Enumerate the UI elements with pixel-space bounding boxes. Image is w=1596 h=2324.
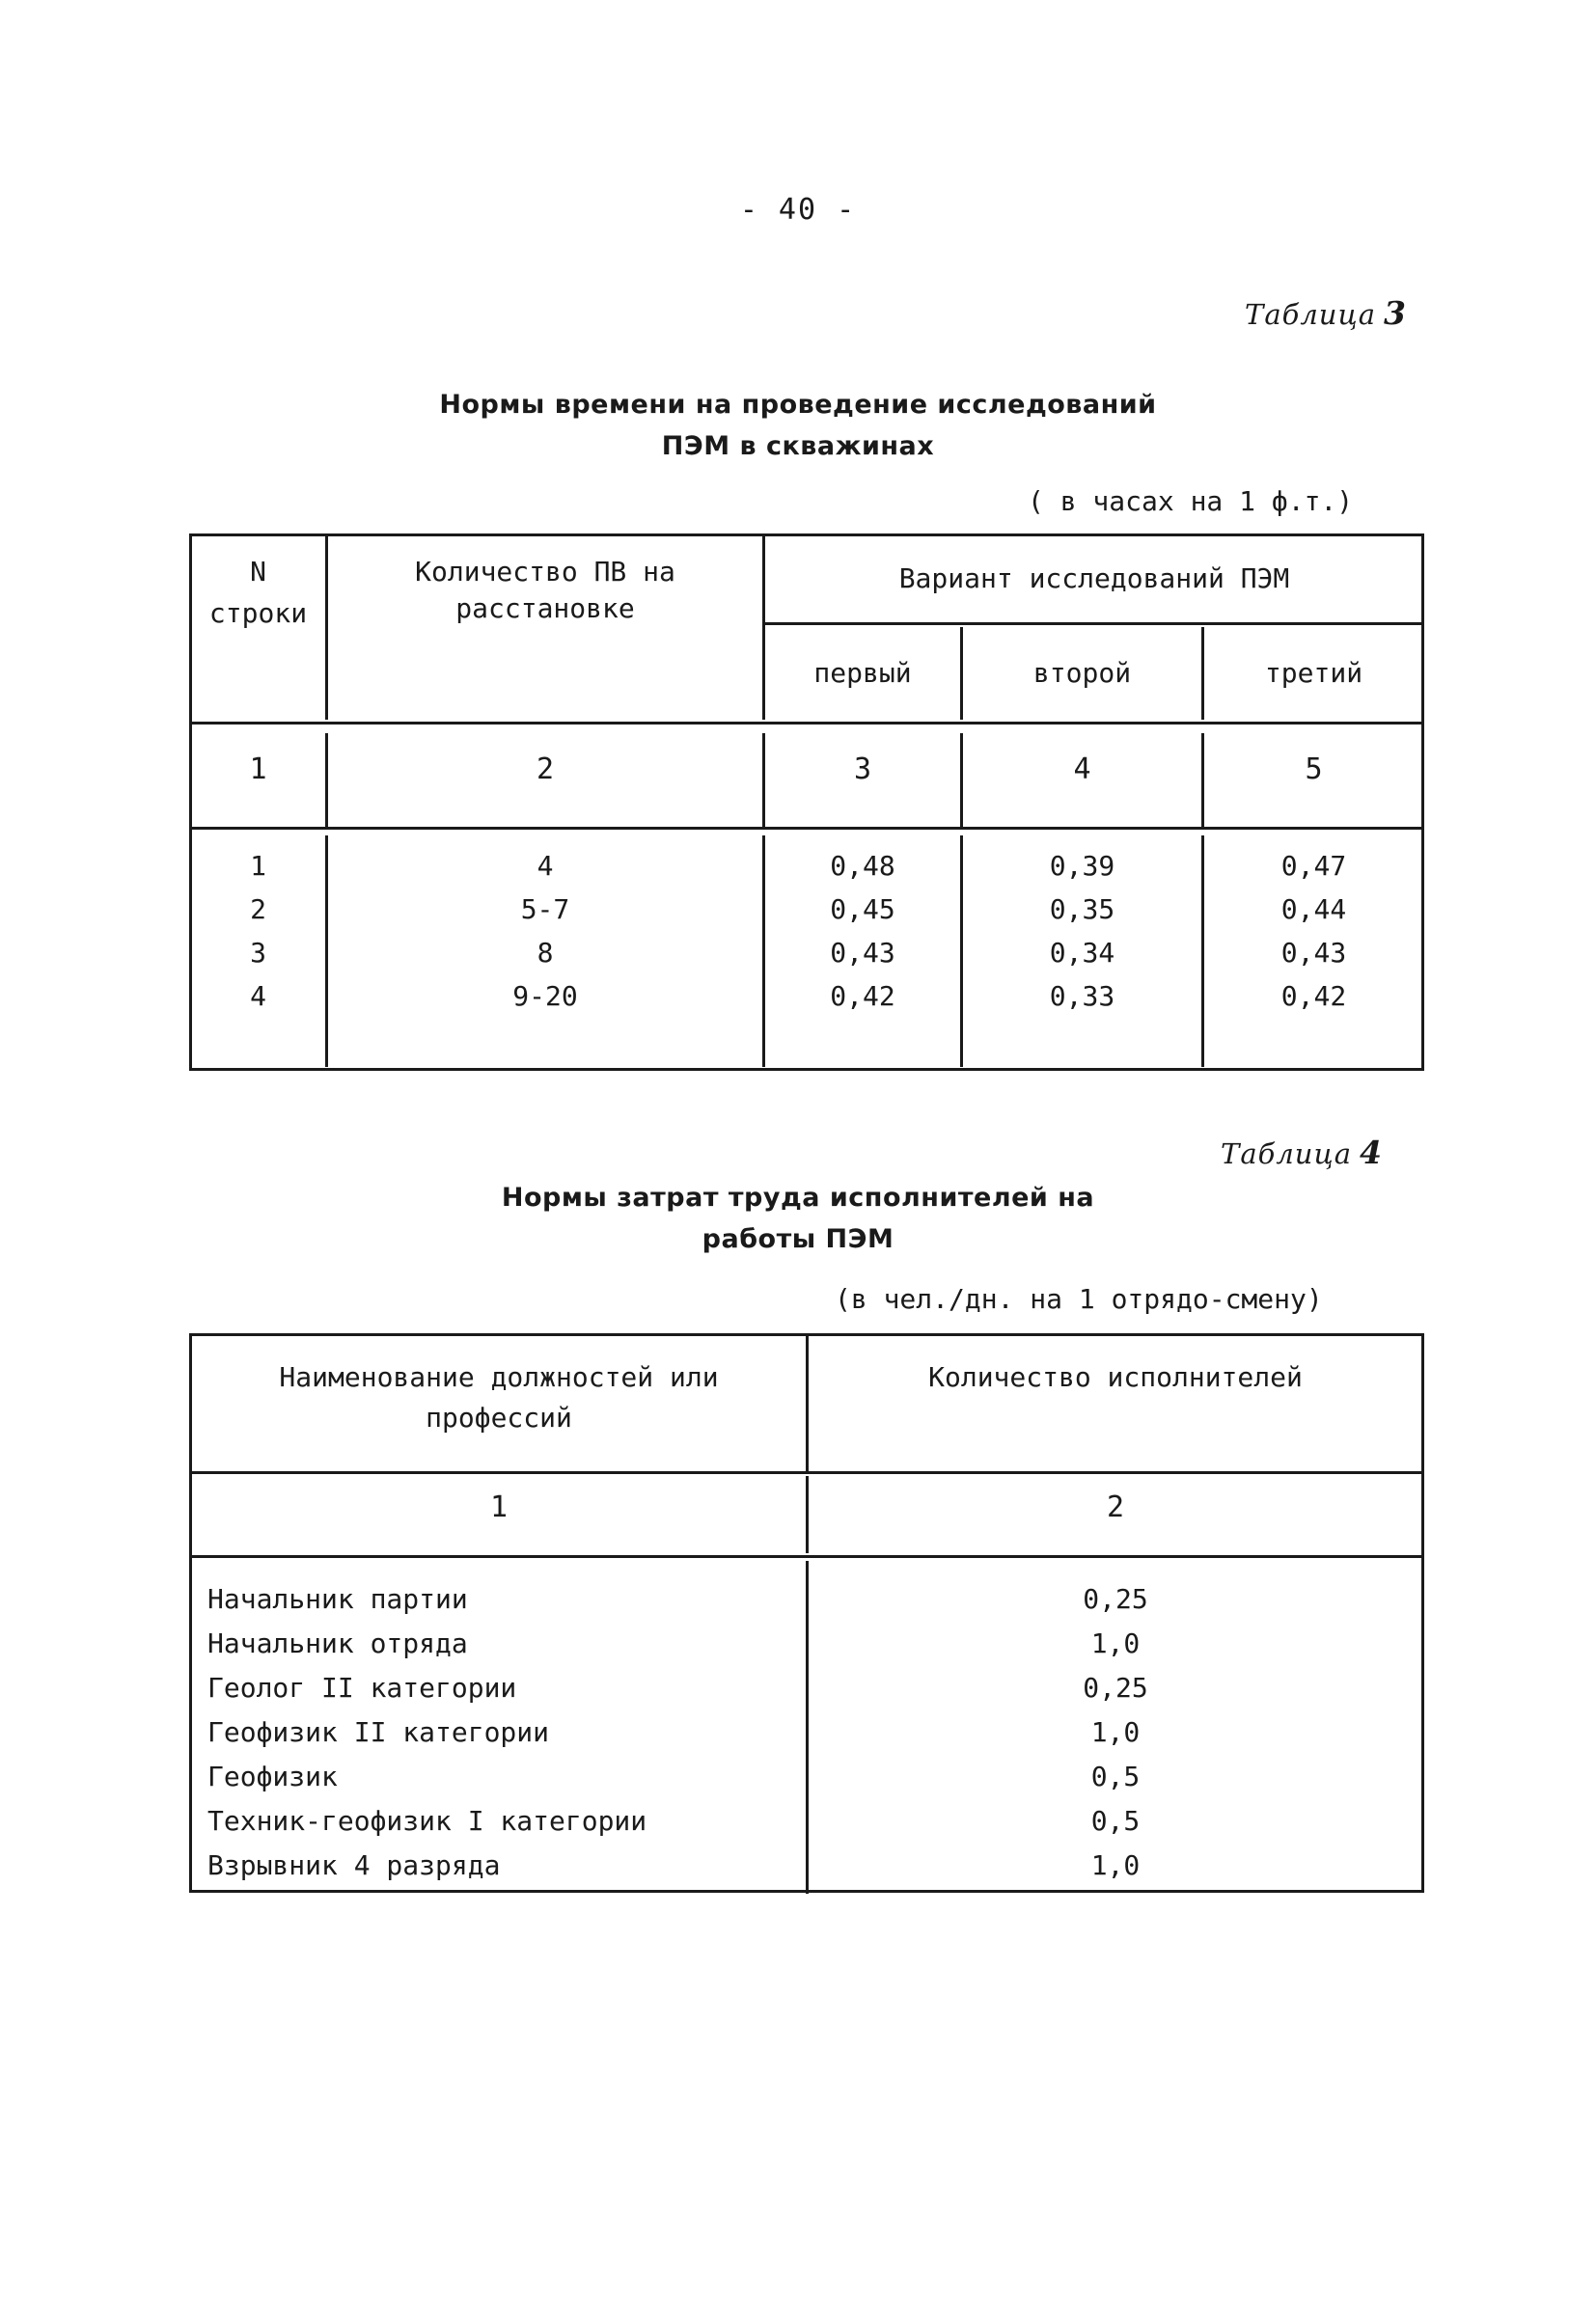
table3-units: ( в часах на 1 ф.т.) [1028, 485, 1354, 517]
table3-header-col3-group: Вариант исследований ПЭМ [898, 562, 1290, 594]
table3-row-v1: 0,48 [830, 850, 895, 882]
table4-colnum-1: 1 [489, 1490, 509, 1524]
table3-header-col3-sub1: первый [813, 657, 912, 689]
table3-row-n: 4 [250, 980, 266, 1012]
table4-row-value: 1,0 [1090, 1849, 1141, 1881]
table3-vline-2c [762, 835, 765, 1067]
table3-row-v3: 0,44 [1280, 893, 1347, 925]
table3-row-v3: 0,43 [1280, 937, 1347, 969]
table4-row-name: Геолог II категории [207, 1672, 517, 1704]
table4-vline-1 [806, 1336, 809, 1471]
table4-header-col2: Количество исполнителей [928, 1361, 1303, 1393]
table4-units: (в чел./дн. на 1 отрядо-смену) [835, 1283, 1323, 1315]
table3-vline-4c [1201, 835, 1204, 1067]
table3-header-col3-sub2: второй [1032, 657, 1132, 689]
table4-hline-header [189, 1471, 1424, 1474]
table3-vline-4b [1201, 733, 1204, 830]
table3-border-top [189, 533, 1424, 536]
table4-row-value: 0,25 [1083, 1583, 1148, 1615]
table3-header-col3-sub3: третий [1264, 657, 1363, 689]
table3-colnum-2: 2 [536, 752, 555, 786]
table4-vline-1c [806, 1561, 809, 1894]
table4-vline-1b [806, 1476, 809, 1553]
table3-row-n: 3 [250, 937, 266, 969]
table3-colnum-5: 5 [1305, 752, 1323, 786]
table4-header-col1-line1: Наименование должностей или [279, 1361, 719, 1393]
table3-row-v2: 0,35 [1049, 893, 1115, 925]
table4-row-name: Геофизик II категории [207, 1716, 550, 1748]
table4-caption-number: 4 [1360, 1134, 1383, 1171]
table4-row-name: Взрывник 4 разряда [207, 1849, 501, 1881]
table3-colnum-4: 4 [1073, 752, 1091, 786]
table4-colnum-2: 2 [1106, 1490, 1125, 1524]
table3-hline-colnum [189, 827, 1424, 830]
table4-row-name: Техник-геофизик I категории [207, 1805, 647, 1837]
table3-caption [1245, 294, 1407, 332]
table3-row-pv: 5-7 [520, 893, 570, 925]
table3-header-col2-line2: расстановке [455, 592, 635, 624]
table3-row-pv: 4 [537, 850, 554, 882]
table3-row-v2: 0,34 [1049, 937, 1115, 969]
table4-border-bottom [189, 1890, 1424, 1893]
table3-header-col1-line2: строки [208, 597, 308, 629]
table4-row-name: Начальник партии [207, 1583, 468, 1615]
table3-title-line1: Нормы времени на проведение исследований [439, 390, 1157, 420]
table3-hline-group [762, 622, 1424, 625]
table3-title-line2: ПЭМ в скважинах [661, 431, 935, 461]
table3-row-v3: 0,47 [1280, 850, 1347, 882]
table4-caption [1221, 1134, 1383, 1171]
table3-vline-2b [762, 733, 765, 830]
table4-row-value: 1,0 [1090, 1716, 1141, 1748]
table4-row-value: 0,5 [1090, 1805, 1141, 1837]
table4-row-name: Начальник отряда [207, 1627, 468, 1659]
table3-caption-number: 3 [1384, 294, 1407, 332]
table3-colnum-1: 1 [249, 752, 267, 786]
table3-vline-3 [960, 627, 963, 720]
table4-caption-label: Таблица [1221, 1137, 1352, 1170]
table3-row-n: 1 [250, 850, 266, 882]
table3-caption-label: Таблица [1245, 298, 1376, 331]
table4-header-col1-line2: профессий [426, 1402, 572, 1434]
table4-title-line2: работы ПЭМ [702, 1224, 894, 1254]
page-number: - 40 - [739, 193, 857, 227]
table3-vline-3b [960, 733, 963, 830]
table4-border-right [1421, 1333, 1424, 1893]
table3-row-v1: 0,42 [830, 980, 895, 1012]
table3-row-n: 2 [250, 893, 266, 925]
table4-row-name: Геофизик [207, 1761, 338, 1792]
table3-vline-2 [762, 536, 765, 720]
table3-header-col1-line1: N [250, 556, 266, 588]
table4-hline-colnum [189, 1555, 1424, 1558]
table3-row-v1: 0,43 [830, 937, 895, 969]
table3-row-v1: 0,45 [830, 893, 895, 925]
table3-colnum-3: 3 [853, 752, 872, 786]
table3-header-col2-line1: Количество ПВ на [415, 556, 675, 588]
table4-title-line1: Нормы затрат труда исполнителей на [501, 1183, 1095, 1213]
table3-row-v3: 0,42 [1280, 980, 1347, 1012]
table3-hline-header [189, 722, 1424, 725]
table3-row-pv: 9-20 [512, 980, 578, 1012]
table3-vline-4 [1201, 627, 1204, 720]
table3-row-v2: 0,33 [1049, 980, 1115, 1012]
table3-row-v2: 0,39 [1049, 850, 1115, 882]
table3-row-pv: 8 [537, 937, 554, 969]
table3-border-bottom [189, 1068, 1424, 1071]
table4-row-value: 1,0 [1090, 1627, 1141, 1659]
table3-vline-3c [960, 835, 963, 1067]
table4-row-value: 0,5 [1090, 1761, 1141, 1792]
table4-row-value: 0,25 [1083, 1672, 1148, 1704]
